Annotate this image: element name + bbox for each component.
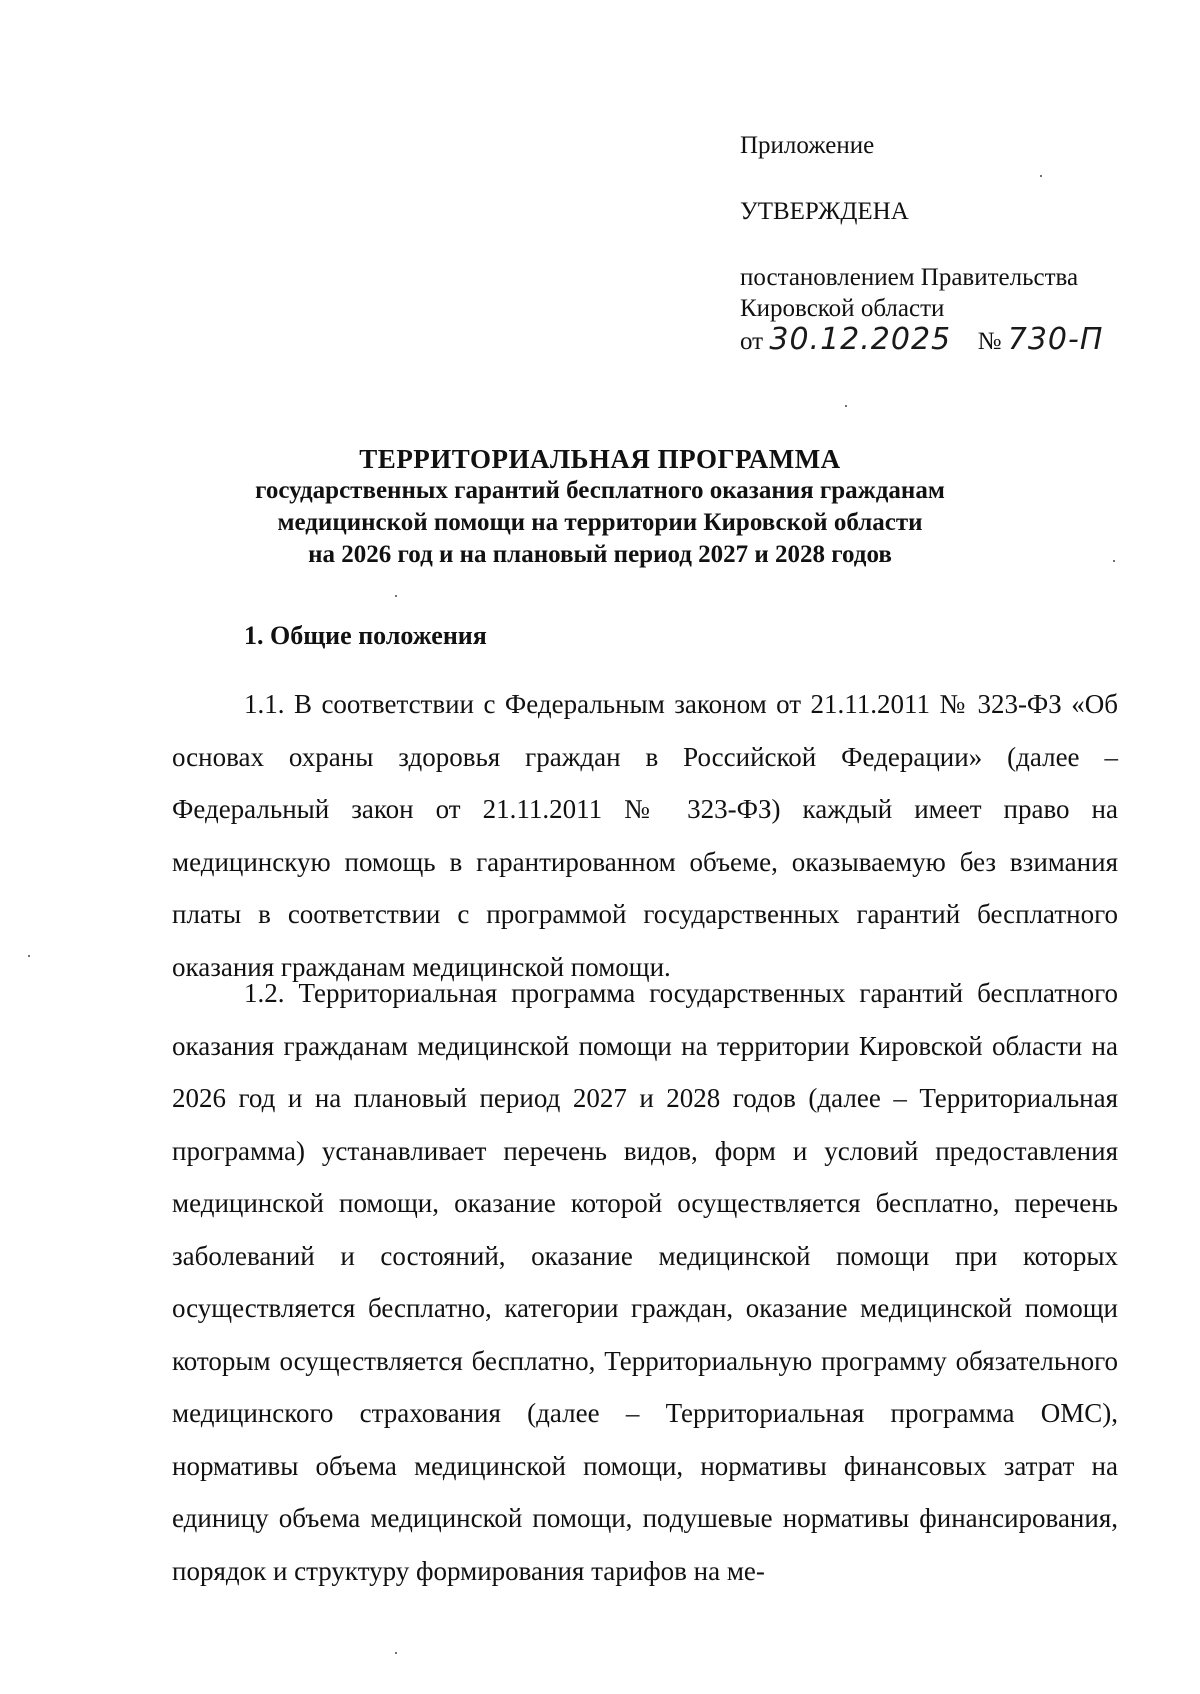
section-heading: 1. Общие положения [244, 621, 487, 650]
handwritten-number: 730-П [1007, 322, 1104, 357]
region-line: Кировской области [740, 295, 945, 322]
scan-speck [1113, 560, 1115, 562]
document-title [150, 443, 1050, 571]
title-line-2: государственных гарантий бесплатного оказания гражданам [255, 477, 945, 504]
date-number-line [740, 324, 1103, 358]
handwritten-date: 30.12.2025 [769, 322, 952, 357]
date-prefix: от [740, 328, 764, 355]
scan-speck [28, 955, 30, 957]
annex-label: Приложение [740, 132, 875, 159]
scan-speck [845, 405, 847, 407]
paragraph-1-1: 1.1. В соответствии с Федеральным законом от 21.11.2011 № 323-ФЗ «Об основах охраны здоровья граждан в Российской Федерации» (далее – Федеральный закон от 21.11.2011 № 323-ФЗ) каждый имеет право на медицинскую помощь в гарантированном объеме, оказываемую без взимания платы в соответствии с программой государственных гарантий бесплатного оказания гражданам медицинской помощи. [172, 689, 1118, 982]
title-main: ТЕРРИТОРИАЛЬНАЯ ПРОГРАММА [359, 444, 841, 474]
paragraph-1-2: 1.2. Территориальная программа государственных гарантий бесплатного оказания гражданам медицинской помощи на территории Кировской области на 2026 год и на плановый период 2027 и 2028 годов (далее – Территориальная программа) устанавливает перечень видов, форм и условий предоставления медицинской помощи, оказание которой осуществляется бесплатно, перечень заболеваний и состояний, оказание медицинской помощи при которых осуществляется бесплатно, категории граждан, оказание медицинской помощи которым осуществляется бесплатно, Территориальную программу обязательного медицинского страхования (далее – Территориальная программа ОМС), нормативы объема медицинской помощи, нормативы финансовых затрат на единицу объема медицинской помощи, подушевые нормативы финансирования, порядок и структуру формирования тарифов на ме- [172, 978, 1118, 1586]
title-line-3: медицинской помощи на территории Кировской области [277, 509, 923, 536]
title-line-4: на 2026 год и на плановый период 2027 и 2028 годов [308, 541, 892, 568]
number-prefix: № [977, 328, 1002, 355]
scan-speck [395, 1652, 397, 1654]
scan-speck [395, 595, 397, 597]
approved-label: УТВЕРЖДЕНА [740, 198, 909, 225]
scan-speck [1040, 175, 1042, 177]
decree-line: постановлением Правительства [740, 264, 1079, 291]
